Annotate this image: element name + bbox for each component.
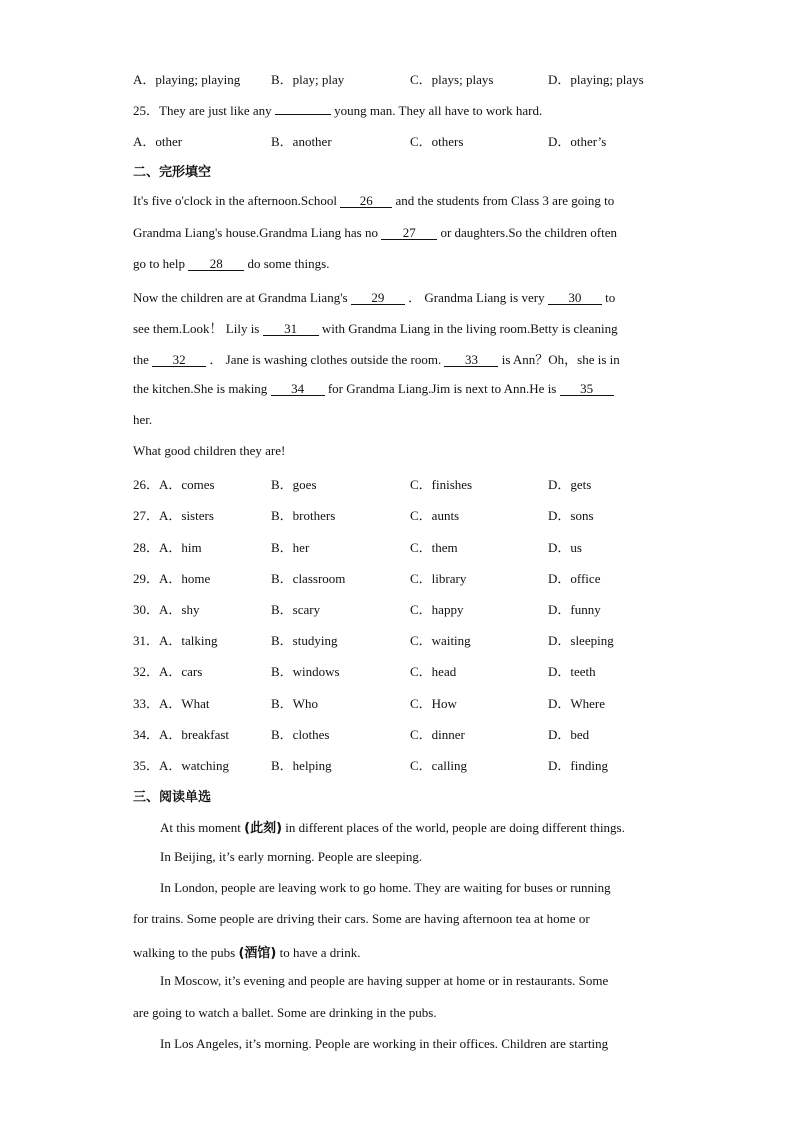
cloze-q29-d: D．office — [548, 571, 601, 586]
cloze-blank-33: 33 — [444, 353, 498, 367]
q24-option-a: A．playing; playing — [133, 72, 241, 87]
cloze-q26-a: 26．A．comes — [133, 477, 215, 492]
cloze-blank-35: 35 — [560, 382, 614, 396]
cloze-text: to — [605, 290, 616, 305]
cloze-q34-a: 34．A．breakfast — [133, 727, 230, 742]
cloze-q27-d: D．sons — [548, 508, 594, 523]
cloze-text: for Grandma Liang.Jim is next to Ann.He is — [327, 381, 557, 396]
cloze-q30-b: B．scary — [271, 602, 321, 617]
reading-text: in different places of the world, people are doing different things. — [285, 820, 625, 835]
q24-option-c: C．plays; plays — [410, 72, 494, 87]
cloze-q35-c: C．calling — [410, 758, 468, 773]
q25-stem — [133, 100, 542, 119]
cloze-line-5 — [133, 318, 618, 337]
cloze-q32-d: D．teeth — [548, 664, 596, 679]
cloze-text: ． Grandma Liang is very — [408, 290, 545, 305]
cloze-q27-a: 27．A．sisters — [133, 508, 214, 523]
cloze-text: the — [133, 352, 149, 367]
cloze-q26-d: D．gets — [548, 477, 592, 492]
cloze-q31-a: 31．A．talking — [133, 633, 218, 648]
cloze-text: It's five o'clock in the afternoon.School — [133, 193, 337, 208]
cloze-q28-c: C．them — [410, 540, 458, 555]
cloze-text: and the students from Class 3 are going to — [395, 193, 615, 208]
cloze-blank-28: 28 — [188, 257, 244, 271]
cloze-line-9: What good children they are! — [133, 443, 286, 458]
cloze-text: Now the children are at Grandma Liang's — [133, 290, 348, 305]
cloze-q33-c: C．How — [410, 696, 457, 711]
cloze-blank-26: 26 — [340, 194, 392, 208]
q24-option-b: B．play; play — [271, 72, 345, 87]
cloze-q26-b: B．goes — [271, 477, 317, 492]
cloze-q35-a: 35．A．watching — [133, 758, 230, 773]
cloze-blank-29: 29 — [351, 291, 405, 305]
section3-title: 三、阅读单选 — [133, 790, 212, 805]
cloze-q30-c: C．happy — [410, 602, 464, 617]
reading-line-1 — [160, 817, 625, 836]
cloze-q33-a: 33．A．What — [133, 696, 210, 711]
cloze-line-6 — [133, 349, 620, 368]
cloze-q35-d: D．finding — [548, 758, 608, 773]
cloze-blank-32: 32 — [152, 353, 206, 367]
cloze-text: see them.Look！ Lily is — [133, 321, 260, 336]
cloze-text: is Ann？Oh，she is in — [501, 352, 620, 367]
cloze-q34-d: D．bed — [548, 727, 590, 742]
reading-line-2: In Beijing, it’s early morning. People are sleeping. — [160, 849, 423, 864]
q25-prefix: 25．They are just like any — [133, 103, 272, 118]
cloze-line-7 — [133, 381, 614, 397]
cloze-line-8: her. — [133, 412, 153, 427]
reading-line-6: In Moscow, it’s evening and people are having supper at home or in restaurants. Some — [160, 973, 609, 988]
cloze-q27-b: B．brothers — [271, 508, 336, 523]
q25-blank — [275, 114, 331, 115]
q25-option-c: C．others — [410, 134, 464, 149]
cloze-q33-b: B．Who — [271, 696, 318, 711]
cloze-text: with Grandma Liang in the living room.Betty is cleaning — [321, 321, 618, 336]
cloze-blank-27: 27 — [381, 226, 437, 240]
reading-line-4: for trains. Some people are driving their cars. Some are having afternoon tea at home or — [133, 911, 590, 926]
cloze-blank-34: 34 — [271, 382, 325, 396]
reading-text: walking to the pubs — [133, 945, 236, 960]
cloze-q34-b: B．clothes — [271, 727, 330, 742]
q25-option-b: B．another — [271, 134, 332, 149]
section2-title: 二、完形填空 — [133, 165, 212, 180]
cloze-q27-c: C．aunts — [410, 508, 460, 523]
cloze-text: ． Jane is washing clothes outside the room. — [209, 352, 442, 367]
cloze-blank-30: 30 — [548, 291, 602, 305]
cloze-q35-b: B．helping — [271, 758, 332, 773]
cloze-line-2 — [133, 225, 617, 241]
cloze-q31-c: C．waiting — [410, 633, 471, 648]
cloze-text: the kitchen.She is making — [133, 381, 268, 396]
cloze-q29-b: B．classroom — [271, 571, 346, 586]
reading-text: to have a drink. — [279, 945, 361, 960]
cloze-text: or daughters.So the children often — [440, 225, 617, 240]
q25-suffix: young man. They all have to work hard. — [334, 103, 543, 118]
reading-line-8: In Los Angeles, it’s morning. People are working in their offices. Children are starting — [160, 1036, 609, 1051]
reading-gloss: (酒馆) — [238, 946, 277, 961]
reading-text: At this moment — [160, 820, 241, 835]
cloze-q26-c: C．finishes — [410, 477, 473, 492]
cloze-line-1 — [133, 193, 614, 209]
cloze-q32-b: B．windows — [271, 664, 340, 679]
q24-option-d: D．playing; plays — [548, 72, 644, 87]
cloze-q28-b: B．her — [271, 540, 310, 555]
cloze-q31-d: D．sleeping — [548, 633, 614, 648]
cloze-q33-d: D．Where — [548, 696, 606, 711]
cloze-q32-c: C．head — [410, 664, 457, 679]
reading-gloss: (此刻) — [244, 821, 283, 836]
cloze-q34-c: C．dinner — [410, 727, 465, 742]
cloze-q31-b: B．studying — [271, 633, 338, 648]
cloze-q30-a: 30．A．shy — [133, 602, 200, 617]
cloze-q28-a: 28．A．him — [133, 540, 202, 555]
cloze-q28-d: D．us — [548, 540, 582, 555]
q25-option-d: D．other’s — [548, 134, 607, 149]
cloze-q29-c: C．library — [410, 571, 467, 586]
cloze-text: Grandma Liang's house.Grandma Liang has no — [133, 225, 378, 240]
cloze-text: go to help — [133, 256, 185, 271]
cloze-q32-a: 32．A．cars — [133, 664, 203, 679]
reading-line-5 — [133, 942, 360, 961]
q25-option-a: A．other — [133, 134, 183, 149]
reading-line-3: In London, people are leaving work to go home. They are waiting for buses or running — [160, 880, 611, 895]
cloze-q30-d: D．funny — [548, 602, 601, 617]
cloze-text: do some things. — [247, 256, 330, 271]
cloze-blank-31: 31 — [263, 322, 319, 336]
cloze-line-3 — [133, 256, 329, 272]
cloze-q29-a: 29．A．home — [133, 571, 211, 586]
cloze-line-4 — [133, 287, 615, 306]
reading-line-7: are going to watch a ballet. Some are drinking in the pubs. — [133, 1005, 437, 1020]
